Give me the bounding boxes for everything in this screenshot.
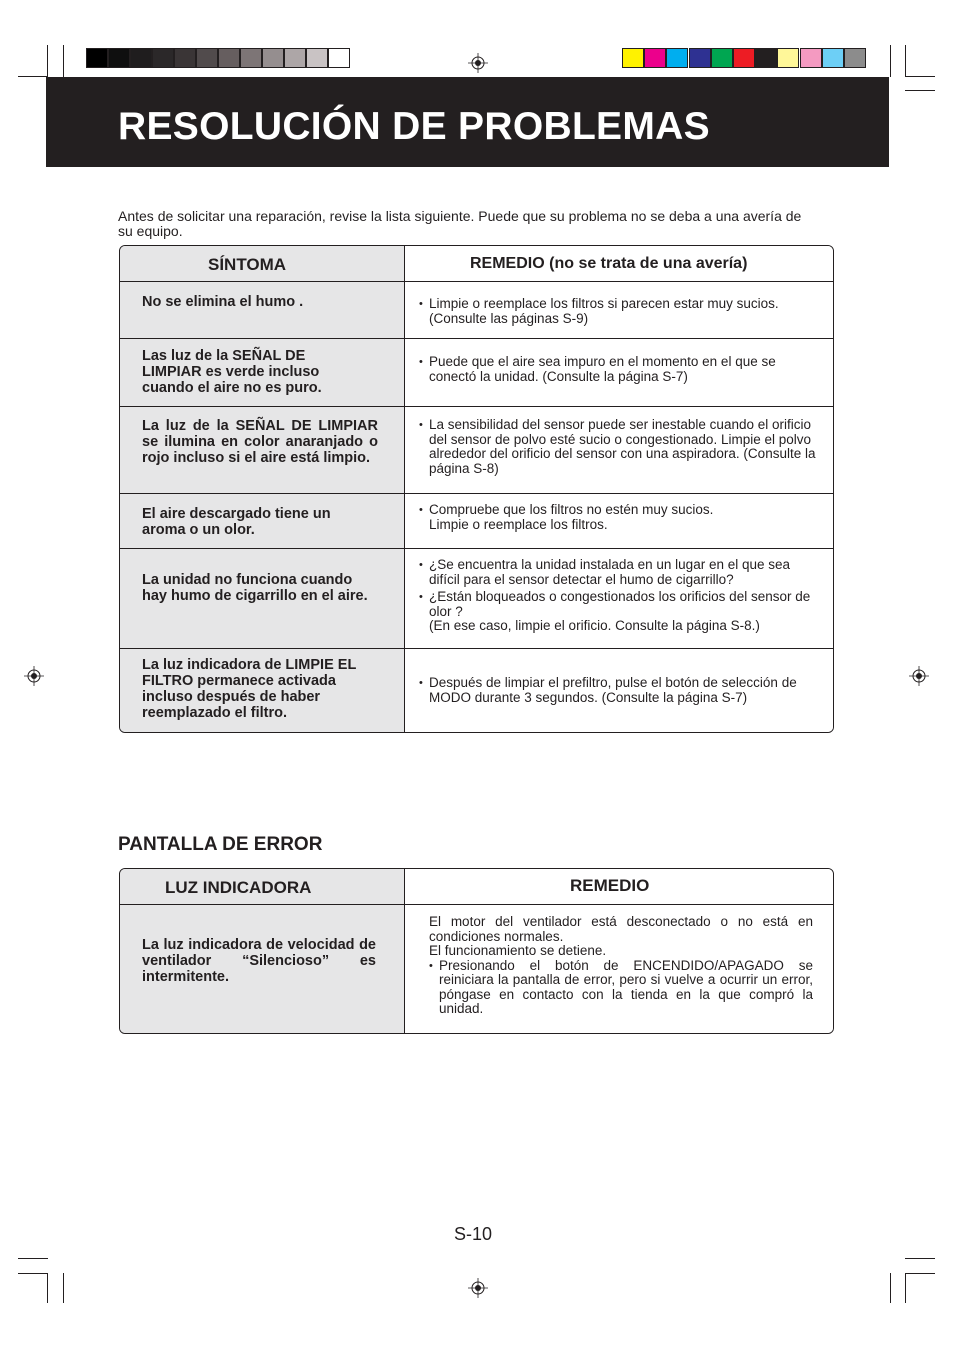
color-swatch (755, 48, 777, 68)
header-cell (120, 869, 405, 904)
remedy-note: (En ese caso, limpie el orificio. Consulte la página S-8.) (429, 618, 760, 633)
table-row (120, 548, 833, 648)
remedy-bullet: • Después de limpiar el prefiltro, pulse el botón de selección de MODO durante 3 segundos. (Consulte la página S-7) (419, 676, 819, 705)
remedy-bullet: • La sensibilidad del sensor puede ser inestable cuando el orificio del sensor de polvo esté sucio o congestionado. Limpie el polvo alrededor del orificio del sensor con una aspiradora. (Consulte la página S-8) (419, 418, 819, 476)
remedy-bullet: • ¿Se encuentra la unidad instalada en un lugar en el que sea difícil para el sensor detectar el humo de cigarrillo? (419, 558, 819, 587)
remedy-text (419, 418, 819, 476)
header-cell (120, 246, 405, 281)
remedy-text (419, 503, 739, 532)
table-row (120, 281, 833, 338)
gray-swatch (240, 48, 262, 68)
page-title: RESOLUCIÓN DE PROBLEMAS (118, 105, 710, 148)
crop-mark (63, 1273, 64, 1303)
crop-mark (18, 1258, 48, 1259)
symptom-cell (120, 649, 405, 733)
gray-swatch (218, 48, 240, 68)
title-banner (46, 77, 889, 167)
registration-mark-icon (468, 53, 488, 73)
remedy-text (419, 297, 819, 326)
section-heading: PANTALLA DE ERROR (118, 834, 323, 855)
remedy-cell (405, 282, 833, 338)
remedy-bullet: • Limpie o reemplace los filtros si parecen estar muy sucios. (Consulte las páginas S-9) (419, 297, 819, 326)
header-cell (405, 246, 833, 281)
registration-mark-icon (24, 666, 44, 686)
color-swatch (800, 48, 822, 68)
crop-mark (18, 76, 48, 77)
remedy-bullet: • Puede que el aire sea impuro en el momento en el que se conectó la unidad. (Consulte la página S-7) (419, 355, 819, 384)
crop-mark (905, 1273, 935, 1274)
symptom-cell (120, 494, 405, 548)
remedy-intro-1: El motor del ventilador está desconectado o no está en condiciones normales. (429, 914, 813, 944)
gray-swatch (130, 48, 152, 68)
color-swatch (644, 48, 666, 68)
remedy-cell (405, 494, 833, 548)
header-cell (405, 869, 833, 904)
gray-swatch (306, 48, 328, 68)
remedy-bullet: • Compruebe que los filtros no estén muy sucios. Limpie o reemplace los filtros. (419, 503, 739, 532)
color-swatch (822, 48, 844, 68)
gray-swatch (262, 48, 284, 68)
crop-mark (905, 1273, 906, 1303)
remedy-cell (405, 549, 833, 648)
color-swatch (777, 48, 799, 68)
intro-paragraph: Antes de solicitar una reparación, revise la lista siguiente. Puede que su problema no se deba a una avería de su equipo. (118, 208, 802, 239)
remedy-text (419, 355, 819, 384)
remedy-cell (405, 905, 833, 1034)
symptom-text: La luz de la SEÑAL DE LIMPIAR se ilumina en color anaranjado o rojo incluso si el aire está limpio. (142, 418, 378, 466)
header-remedy: REMEDIO (no se trata de una avería) (470, 255, 748, 272)
table-header-row (120, 869, 833, 904)
symptom-text: La unidad no funciona cuando hay humo de cigarrillo en el aire. (142, 572, 368, 604)
crop-mark (905, 45, 906, 77)
remedy-cell (405, 407, 833, 493)
registration-mark-icon (909, 666, 929, 686)
gray-swatch (152, 48, 174, 68)
symptom-cell (120, 339, 405, 406)
remedy-cell (405, 339, 833, 406)
page-number: S-10 (454, 1224, 493, 1244)
symptom-cell (120, 407, 405, 493)
crop-mark (890, 1273, 891, 1303)
table-row (120, 904, 833, 1034)
color-swatch (844, 48, 866, 68)
color-swatch (711, 48, 733, 68)
error-table (119, 868, 834, 1034)
crop-mark (890, 45, 891, 77)
gray-swatch (108, 48, 130, 68)
symptom-text: El aire descargado tiene un aroma o un olor. (142, 506, 331, 538)
crop-mark (63, 45, 64, 77)
crop-mark (47, 45, 48, 77)
header-symptom: SÍNTOMA (208, 255, 287, 274)
color-swatch (733, 48, 755, 68)
indicator-cell (120, 905, 405, 1034)
table-row (120, 493, 833, 548)
remedy-text (429, 915, 813, 1017)
symptom-cell (120, 282, 405, 338)
color-swatch (622, 48, 644, 68)
crop-mark (18, 1273, 48, 1274)
troubleshooting-table (119, 245, 834, 733)
remedy-cell (405, 649, 833, 733)
header-remedy: REMEDIO (570, 876, 650, 895)
table-row (120, 406, 833, 493)
gray-swatch (86, 48, 108, 68)
gray-swatch (328, 48, 350, 68)
gray-swatch (174, 48, 196, 68)
remedy-intro-2: El funcionamiento se detiene. (429, 943, 607, 958)
remedy-text (419, 676, 819, 705)
crop-mark (905, 76, 935, 77)
table-header-row (120, 246, 833, 281)
symptom-text: La luz indicadora de LIMPIE EL FILTRO permanece activada incluso después de haber reemplazado el filtro. (142, 657, 357, 721)
symptom-cell (120, 549, 405, 648)
gray-swatch (284, 48, 306, 68)
crop-mark (905, 1258, 935, 1259)
color-swatch (689, 48, 711, 68)
remedy-bullet: • ¿Están bloqueados o congestionados los orificios del sensor de olor ? (419, 590, 819, 619)
registration-mark-icon (468, 1278, 488, 1298)
symptom-text: Las luz de la SEÑAL DE LIMPIAR es verde incluso cuando el aire no es puro. (142, 348, 322, 396)
color-swatch (666, 48, 688, 68)
crop-mark (905, 90, 935, 91)
table-row (120, 648, 833, 733)
remedy-text (419, 558, 819, 634)
remedy-bullet: • Presionando el botón de ENCENDIDO/APAGADO se reiniciara la pantalla de error, pero si vuelve a ocurrir un error, póngase en contacto con la tienda en la que compró la unidad. (429, 959, 813, 1017)
gray-swatch (196, 48, 218, 68)
indicator-text: La luz indicadora de velocidad de ventilador “Silencioso” es intermitente. (142, 937, 376, 985)
table-row (120, 338, 833, 406)
symptom-text: No se elimina el humo . (142, 294, 304, 310)
crop-mark (47, 1273, 48, 1303)
header-indicator: LUZ INDICADORA (165, 878, 312, 897)
